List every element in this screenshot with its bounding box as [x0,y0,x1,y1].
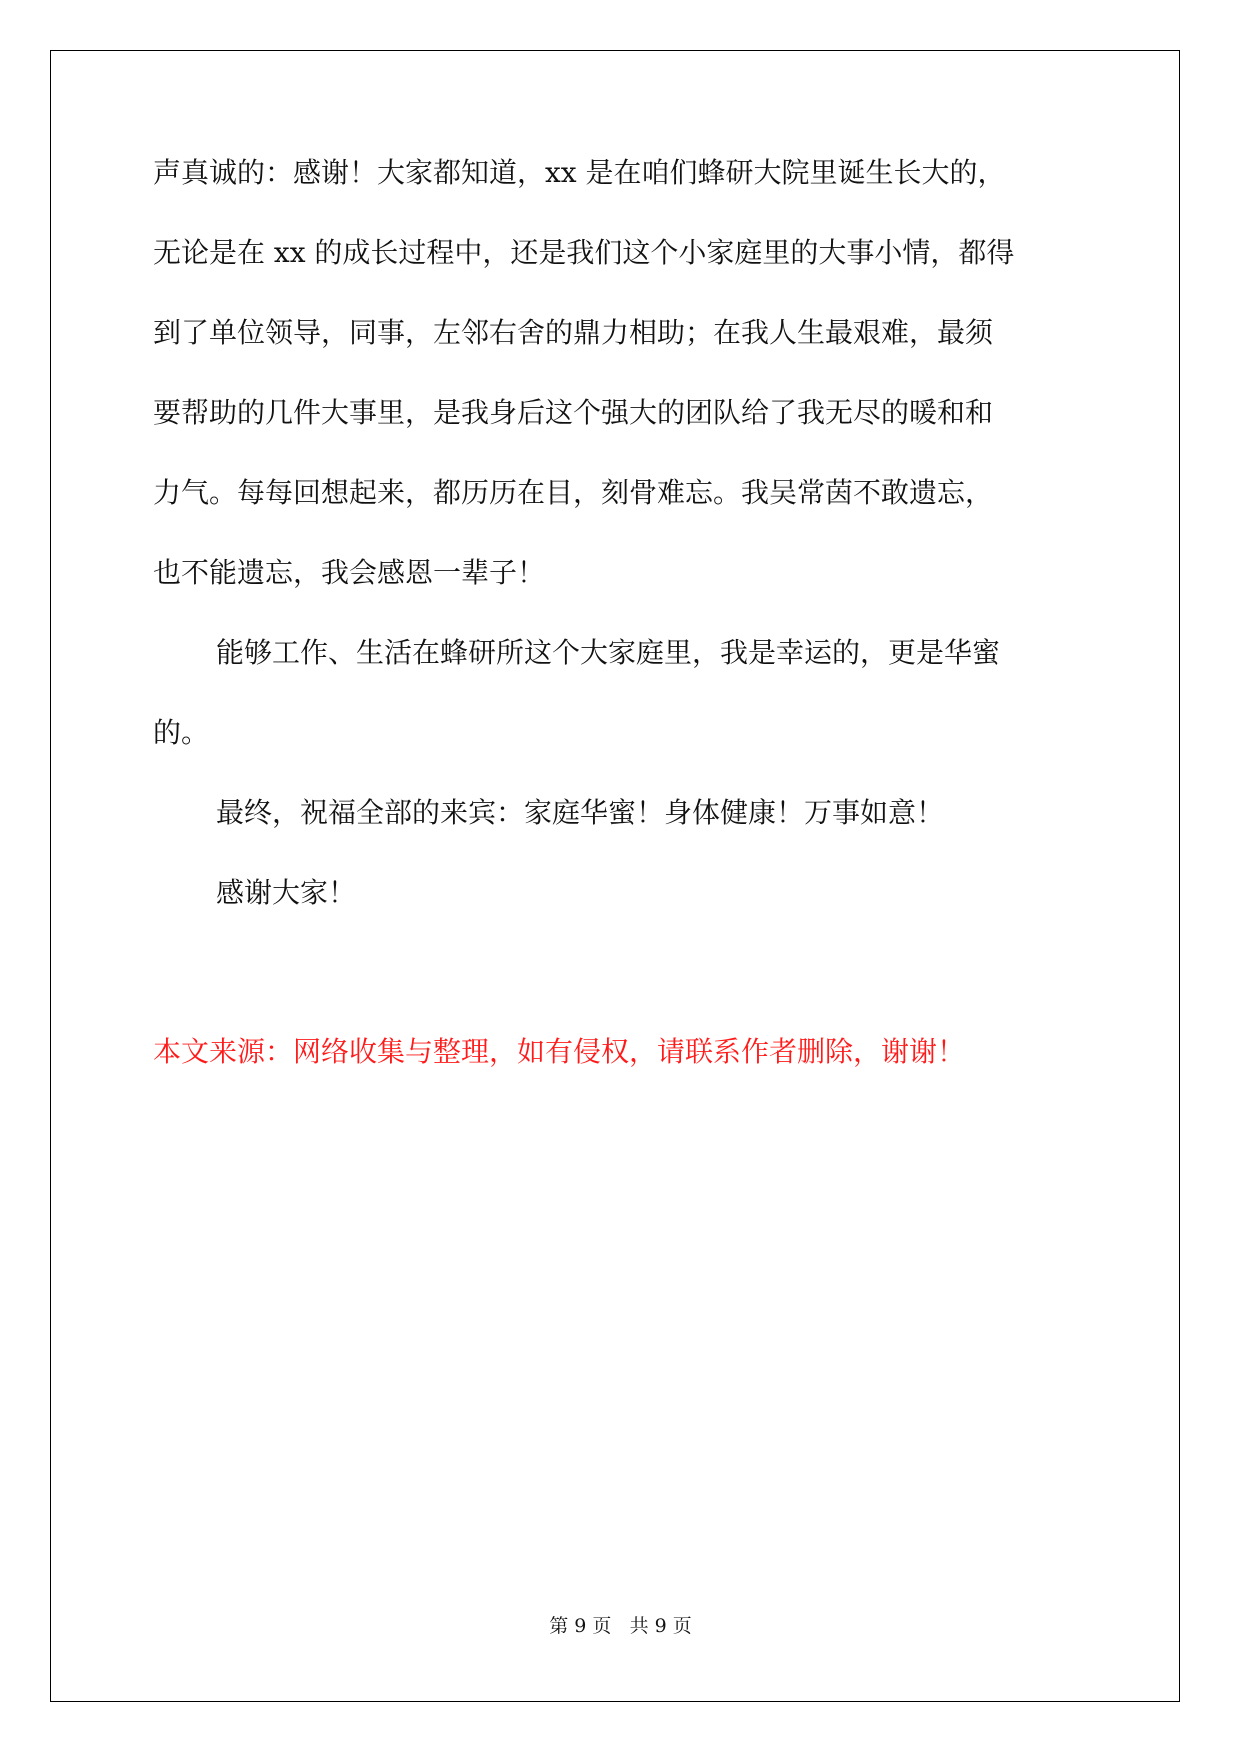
body-text-line: 能够工作、生活在蜂研所这个大家庭里，我是幸运的，更是华蜜 [216,636,1001,669]
page-footer [0,1614,1241,1638]
page-number: 第 9 页 [549,1615,612,1637]
closing-wishes: 最终，祝福全部的来宾：家庭华蜜！身体健康！万事如意！ [216,796,945,829]
body-text-line: 力气。每每回想起来，都历历在目，刻骨难忘。我吴常茵不敢遗忘， [153,476,994,509]
body-text-line: 要帮助的几件大事里，是我身后这个强大的团队给了我无尽的暖和和 [153,396,994,429]
body-text-line: 的。 [153,716,210,749]
source-notice: 本文来源：网络收集与整理，如有侵权，请联系作者删除，谢谢！ [153,1035,966,1068]
page-total: 共 9 页 [629,1615,692,1637]
body-text-line: 无论是在 xx 的成长过程中，还是我们这个小家庭里的大事小情，都得 [153,236,1015,269]
closing-thanks: 感谢大家！ [216,876,357,909]
body-text-line: 也不能遗忘，我会感恩一辈子！ [153,556,546,589]
body-text-line: 到了单位领导，同事，左邻右舍的鼎力相助；在我人生最艰难，最须 [153,316,994,349]
body-text-line: 声真诚的：感谢！大家都知道，xx 是在咱们蜂研大院里诞生长大的， [153,156,1006,189]
